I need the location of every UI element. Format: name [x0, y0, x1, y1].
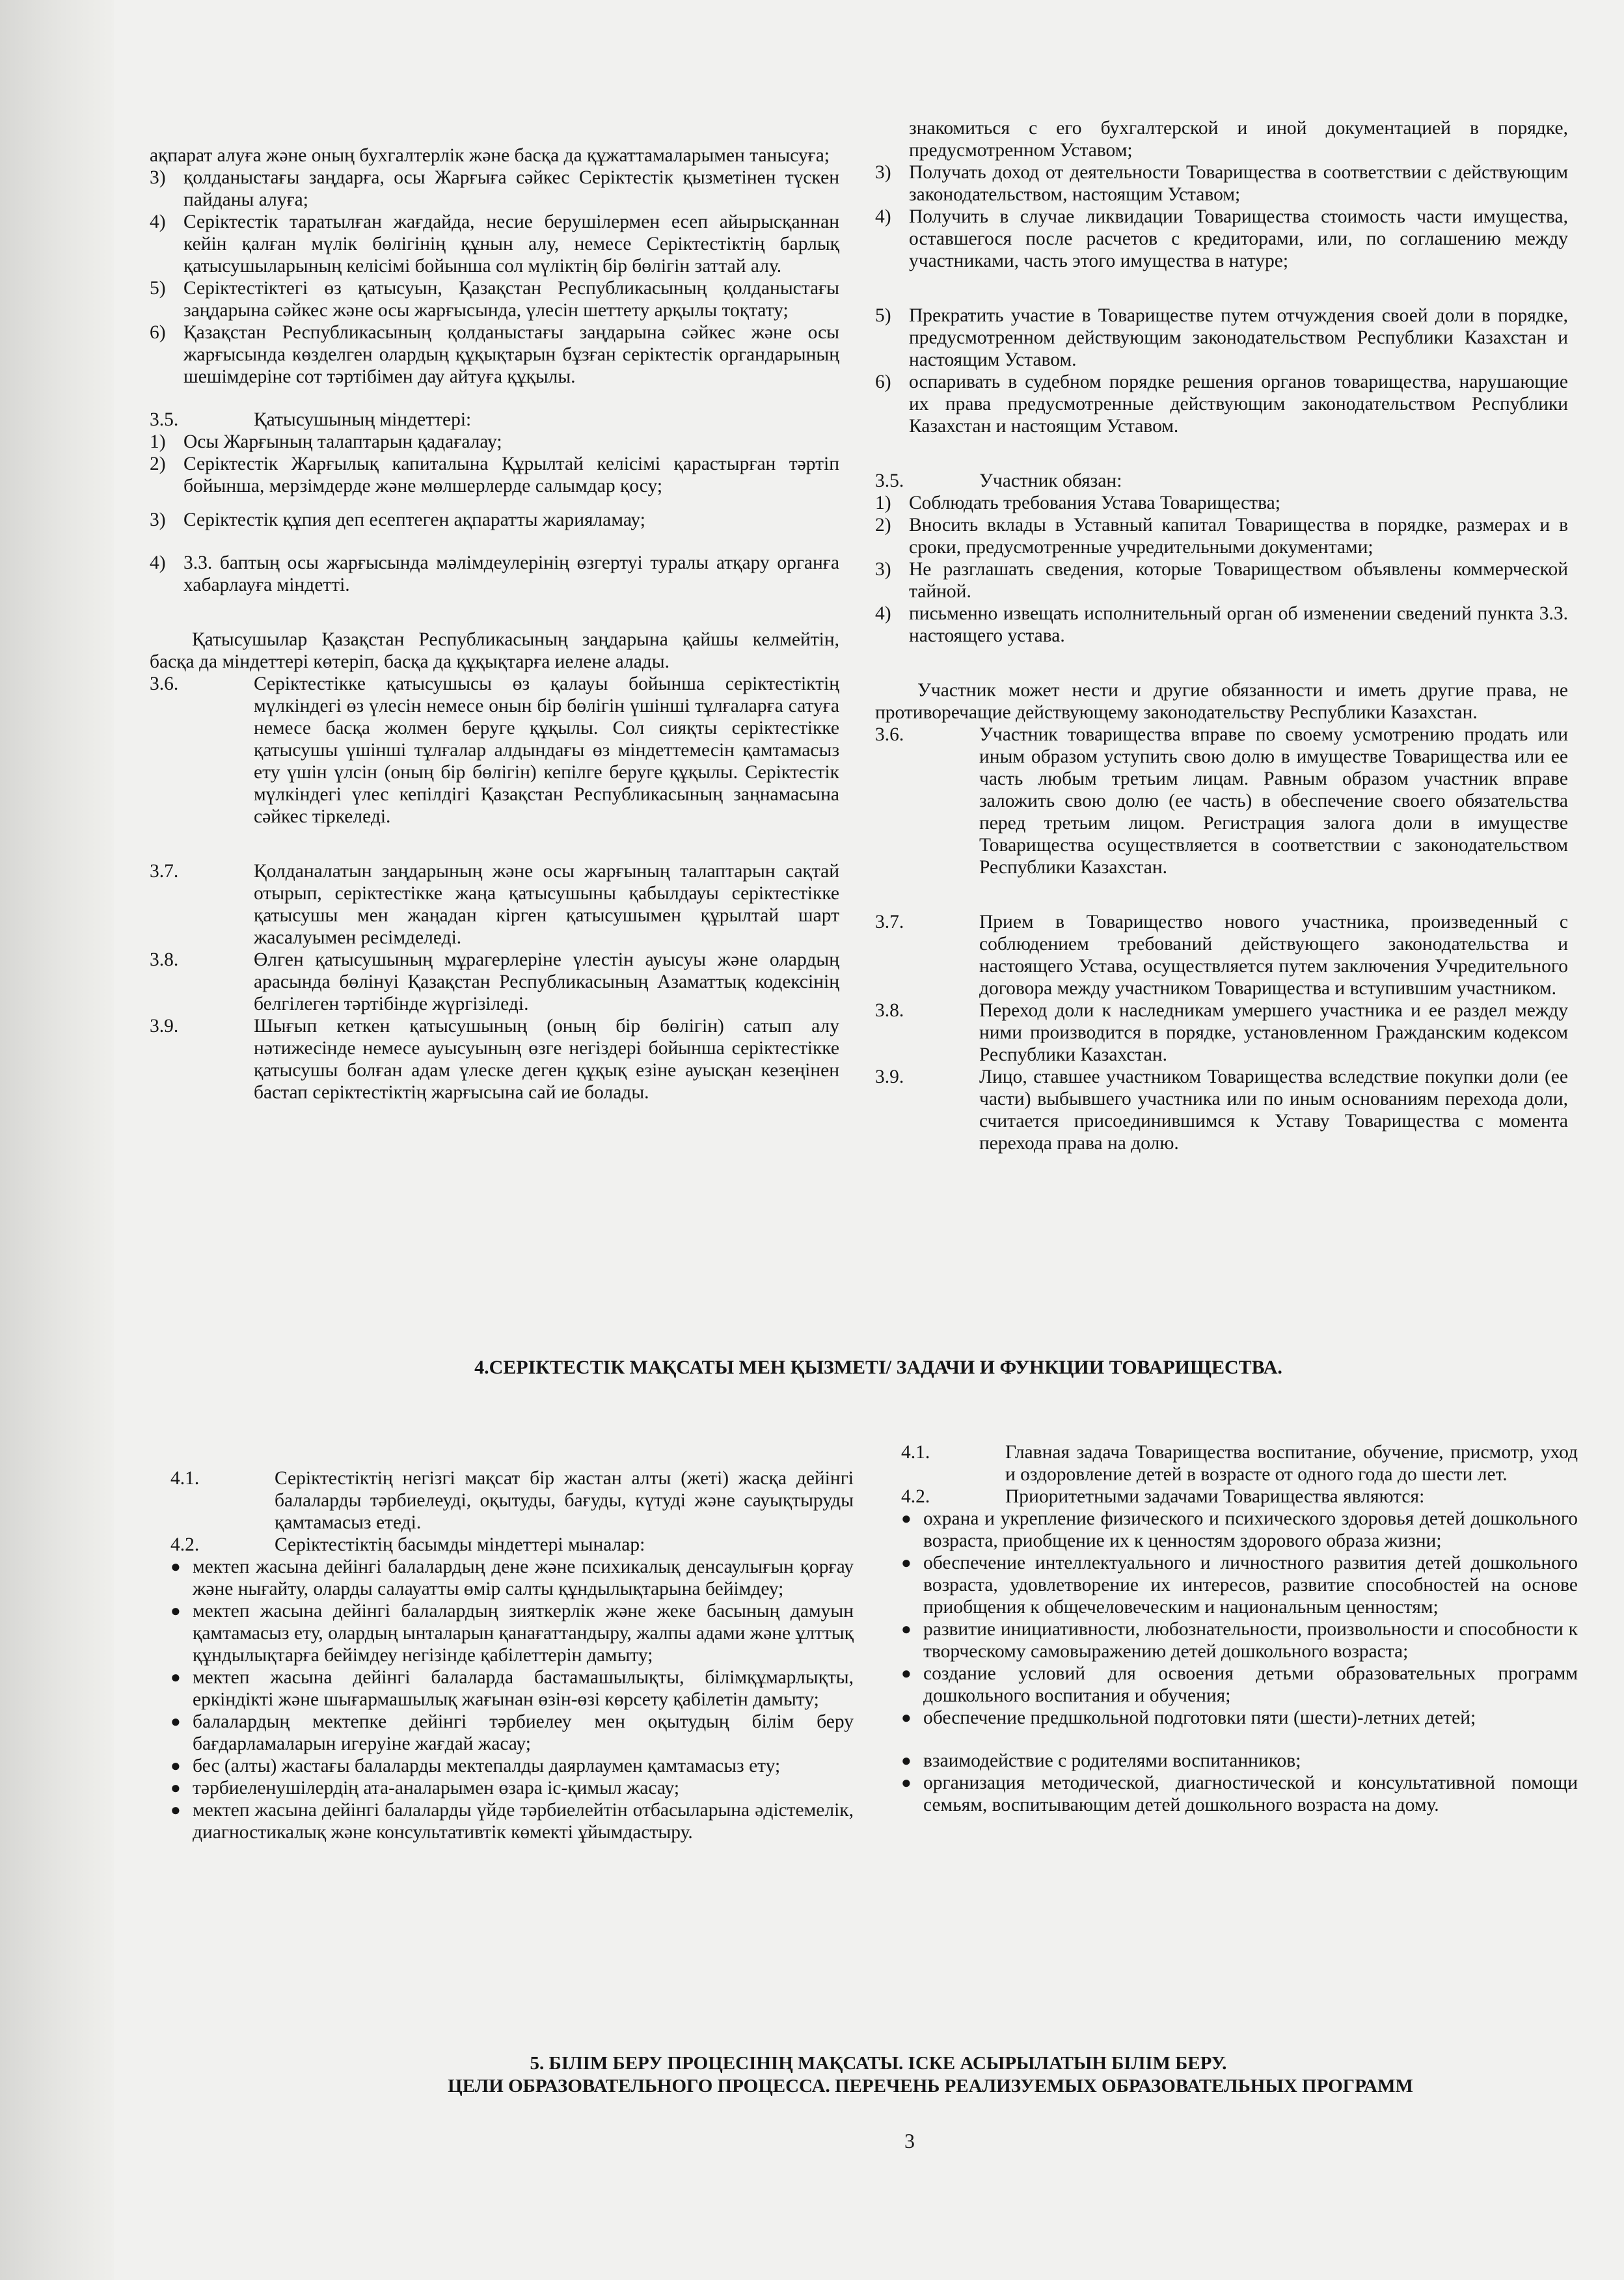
bullet-item: ● взаимодействие с родителями воспитанников; [901, 1750, 1301, 1771]
clause-3-7: 3.7. Прием в Товарищество нового участника, произведенный с соблюдением требований действующего законодательства и настоящего Устава, осуществляется путем заключения Учредительного договора между участником Товарищества и вступившим участником. [875, 912, 1568, 999]
list-item: 4) Получить в случае ликвидации Товарищества стоимость части имущества, оставшегося после расчетов с кредиторами, или, по соглашению между участниками, часть этого имущества в натуре; [875, 206, 1568, 271]
bullet-item: ● охрана и укрепление физического и психического здоровья детей дошкольного возраста, приобщение их к ценностям здорового образа жизни; [901, 1508, 1578, 1551]
clause-3-5: 3.5. Участник обязан: [875, 470, 1122, 491]
page-fold-shadow [0, 0, 114, 2280]
list-item: 6) оспаривать в судебном порядке решения органов товарищества, нарушающие их права предусмотренные действующим законодательством Республики Казахстан и настоящим Уставом. [875, 372, 1568, 437]
bullet-item: ● тәрбиеленушілердің ата-аналарымен өзара іс-қимыл жасау; [170, 1778, 680, 1798]
list-item: 4) 3.3. баптың осы жарғысында мәлімдеулерінің өзгертуі туралы атқару органға хабарлауға міндетті. [150, 552, 839, 595]
bullet-item: ● обеспечение предшкольной подготовки пяти (шести)-летних детей; [901, 1707, 1476, 1728]
right-column-russian [875, 117, 1568, 1154]
other-duties-text: Қатысушылар Қазақстан Республикасының заңдарына қайшы келмейтін, басқа да міндеттері көтеріп, басқа да құқықтарға иелене алады. [150, 629, 839, 672]
bullet-item: ● мектеп жасына дейінгі балаларда бастамашылықты, білімқұмарлықты, еркіндікті және шығармашылық жағынан өзін-өзі көрсету қабілетін дамыту; [170, 1667, 854, 1710]
list-item: 5) Прекратить участие в Товариществе путем отчуждения своей доли в порядке, предусмотренном действующим законодательством Республики Казахстан и настоящим Уставом. [875, 305, 1568, 370]
clause-3-5: 3.5. Қатысушының міндеттері: [150, 409, 472, 430]
continuation-text: ақпарат алуға және оның бухгалтерлік және басқа да құжаттамаларымен танысуға; [150, 145, 830, 166]
bullet-item: ● развитие инициативности, любознательности, произвольности и способности к творческому самовыражению детей дошкольного возраста; [901, 1619, 1578, 1662]
right-bottom-column-russian [901, 1441, 1578, 1816]
list-item: 4) Серіктестік таратылған жағдайда, несие берушілермен есеп айырысқаннан кейін қалған мүлік бөлігінің құнын алу, немесе Серіктестіктің барлық қатысушыларының келісімі бойынша сол мүліктің бір бөлігін заттай алу. [150, 211, 839, 277]
section-4-heading: 4.СЕРІКТЕСТІК МАҚСАТЫ МЕН ҚЫЗМЕТІ/ ЗАДАЧИ И ФУНКЦИИ ТОВАРИЩЕСТВА. [474, 1357, 1282, 1378]
list-item: 3) Не разглашать сведения, которые Товариществом объявлены коммерческой тайной. [875, 559, 1568, 602]
clause-3-6: 3.6. Серіктестікке қатысушысы өз қалауы бойынша серіктестіктің мүлкіндегі өз үлесін немесе онын бір бөлігін үшінші тұлғаларға сатуға немесе басқа жолмен беруге құқылы. Сол сияқты серіктестікке қатысушы үшінші тұлғалар алдындағы өз міндеттемесін қамтамасыз ету үшін үлсін (оның бір бөлігін) кепілге беруге құқылы. Серіктестік мүлкіндегі үлес кепілдігі Қазақстан Республикасының заңнамасына сәйкес тіркеледі. [150, 673, 839, 827]
bullet-item: ● мектеп жасына дейінгі балаларды үйде тәрбиелейтін отбасыларына әдістемелік, диагностикалық және консультативтік көмекті ұйымдастыру. [170, 1800, 854, 1843]
continuation-text: знакомиться с его бухгалтерской и иной документацией в порядке, предусмотренном Уставом; [909, 118, 1568, 161]
bullet-item: ● мектеп жасына дейінгі балалардың зияткерлік және жеке басының дамуын қамтамасыз ету, олардың ынталарын қанағаттандыру, жалпы адами және ұлттық құндылықтарға бейімдеу негізінде қабілеттерін дамыту; [170, 1601, 854, 1666]
list-item: 1) Осы Жарғының талаптарын қадағалау; [150, 431, 502, 452]
list-item: 3) қолданыстағы заңдарға, осы Жарғыға сәйкес Серіктестік қызметінен түскен пайданы алуға; [150, 167, 839, 210]
clause-4-1: 4.1. Главная задача Товарищества воспитание, обучение, присмотр, уход и оздоровление детей в возрасте от одного года до шести лет. [901, 1442, 1578, 1485]
other-duties-text: Участник может нести и другие обязанности и иметь другие права, не противоречащие действующему законодательству Республики Казахстан. [875, 680, 1568, 723]
bullet-item: ● организация методической, диагностической и консультативной помощи семьям, воспитывающим детей дошкольного возраста на дому. [901, 1772, 1578, 1815]
clause-4-2: 4.2. Приоритетными задачами Товарищества являются: [901, 1486, 1425, 1507]
bullet-item: ● балалардың мектепке дейінгі тәрбиелеу мен оқытудың білім беру бағдарламаларын игеруіне жағдай жасау; [170, 1711, 854, 1754]
clause-3-8: 3.8. Өлген қатысушының мұрагерлеріне үлестін ауысуы және олардың арасында бөлінуі Қазақстан Республикасының Азаматтық кодексінің белгілеген тәртібінде жүргізіледі. [150, 949, 839, 1014]
clause-4-2: 4.2. Серіктестіктің басымды міндеттері мыналар: [170, 1534, 645, 1555]
clause-3-9: 3.9. Лицо, ставшее участником Товарищества вследствие покупки доли (ее части) выбывшего участника или по иным основаниям перехода доли, считается присоединившимся к Уставу Товарищества с момента перехода права на долю. [875, 1066, 1568, 1154]
section-5-heading-kazakh: 5. БІЛІМ БЕРУ ПРОЦЕСІНІҢ МАҚСАТЫ. ІСКЕ АСЫРЫЛАТЫН БІЛІМ БЕРУ. [530, 2053, 1227, 2074]
left-column-kazakh [150, 144, 839, 1104]
left-bottom-column-kazakh [170, 1467, 854, 1843]
list-item: 3) Серіктестік құпия деп есептеген ақпаратты жарияламау; [150, 509, 645, 530]
page-number: 3 [904, 2129, 915, 2152]
section-5-heading-russian: ЦЕЛИ ОБРАЗОВАТЕЛЬНОГО ПРОЦЕССА. ПЕРЕЧЕНЬ РЕАЛИЗУЕМЫХ ОБРАЗОВАТЕЛЬНЫХ ПРОГРАММ [448, 2076, 1413, 2097]
clause-3-6: 3.6. Участник товарищества вправе по своему усмотрению продать или иным образом уступить свою долю в имуществе Товарищества или ее часть любым третьим лицам. Равным образом участник вправе заложить свою долю (ее часть) в обеспечение своего обязательства перед третьим лицом. Регистрация залога доли в имуществе Товарищества осуществляется в соответствии с законодательством Республики Казахстан. [875, 724, 1568, 878]
list-item: 4) письменно извещать исполнительный орган об изменении сведений пункта 3.3. настоящего устава. [875, 603, 1568, 646]
list-item: 2) Серіктестік Жарғылық капиталына Құрылтай келісімі қарастырған тәртіп бойынша, мерзімдерде және мөлшерлерде салымдар қосу; [150, 454, 839, 496]
bullet-item: ● бес (алты) жастағы балаларды мектепалды даярлаумен қамтамасыз ету; [170, 1756, 781, 1776]
list-item: 5) Серіктестіктегі өз қатысуын, Қазақстан Республикасының қолданыстағы заңдарына сәйкес және осы жарғысында, үлесін шеттету арқылы тоқтату; [150, 278, 839, 321]
clause-3-9: 3.9. Шығып кеткен қатысушының (оның бір бөлігін) сатып алу нәтижесінде немесе ауысуының өзге негіздері бойынша серіктестікке қатысушы болған адам үлеске деген құқық езіне ауысқан кезеңінен бастап серіктестіктің жарғысына сай ие болады. [150, 1016, 839, 1103]
clause-4-1: 4.1. Серіктестіктің негізгі мақсат бір жастан алты (жеті) жасқа дейінгі балаларды тәрбиелеуді, оқытуды, бағуды, күтуді және сауықтыруды қамтамасыз етеді. [170, 1468, 854, 1533]
clause-3-8: 3.8. Переход доли к наследникам умершего участника и ее раздел между ними производится в порядке, установленном Гражданским кодексом Республики Казахстан. [875, 1000, 1568, 1065]
bullet-item: ● обеспечение интеллектуального и личностного развития детей дошкольного возраста, удовлетворение их интересов, развитие способностей на основе приобщения к общечеловеческим и национальным ценностям; [901, 1553, 1578, 1618]
bullet-item: ● создание условий для освоения детьми образовательных программ дошкольного воспитания и обучения; [901, 1663, 1578, 1706]
bullet-item: ● мектеп жасына дейінгі балалардың дене және психикалық денсаулығын қорғау және нығайту, оларды салауатты өмір салты құндылықтарына бейімдеу; [170, 1556, 854, 1599]
list-item: 2) Вносить вклады в Уставный капитал Товарищества в порядке, размерах и в сроки, предусмотренные учредительными документами; [875, 515, 1568, 558]
list-item: 1) Соблюдать требования Устава Товарищества; [875, 493, 1280, 513]
clause-3-7: 3.7. Қолданалатын заңдарының және осы жарғының талаптарын сақтай отырып, серіктестікке жаңа қатысушыны қабылдауы серіктестікке қатысушы мен жаңадан кірген қатысушымен құрылтай шарт жасалуымен ресімделеді. [150, 861, 839, 948]
list-item: 3) Получать доход от деятельности Товарищества в соответствии с действующим законодательством, настоящим Уставом; [875, 162, 1568, 205]
list-item: 6) Қазақстан Республикасының қолданыстағы заңдарына сәйкес және осы жарғысында көзделген олардың құқықтарын бұзған серіктестік органдарының шешімдеріне сот тәртібімен дау айтуға құқылы. [150, 322, 839, 387]
